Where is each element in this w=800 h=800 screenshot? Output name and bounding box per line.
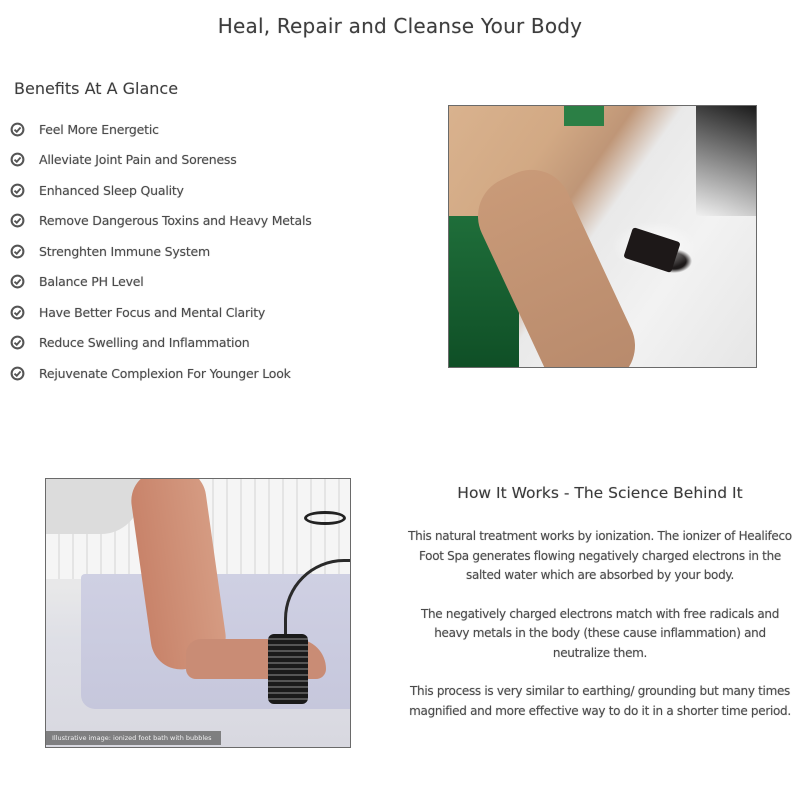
check-circle-icon: [10, 183, 25, 198]
benefit-item: [10, 267, 312, 298]
benefit-item: [10, 358, 312, 389]
photo-caption: Illustrative image: ionized foot bath with bubbles: [46, 731, 221, 745]
benefit-item: [10, 236, 312, 267]
benefits-heading: Benefits At A Glance: [14, 79, 179, 98]
page-title: Heal, Repair and Cleanse Your Body: [217, 14, 583, 38]
photo-background-dark: [696, 106, 756, 216]
check-circle-icon: [10, 274, 25, 289]
benefit-item: [10, 297, 312, 328]
check-circle-icon: [10, 122, 25, 137]
how-it-works-paragraph: The negatively charged electrons match with free radicals and heavy metals in the body (these cause inflammation) and neutralize them.: [420, 606, 780, 660]
benefit-list: [10, 114, 312, 389]
how-it-works-paragraph: This process is very similar to earthing/ grounding but many times magnified and more effective way to do it in a shorter time period.: [409, 684, 791, 718]
how-it-works-paragraph: This natural treatment works by ionization. The ionizer of Healifeco Foot Spa generates flowing negatively charged electrons in the salted water which are absorbed by your body.: [408, 529, 792, 582]
foot-bath-photo-bottom: [45, 478, 351, 748]
benefit-item: [10, 145, 312, 176]
how-it-works-heading: How It Works - The Science Behind It: [457, 484, 743, 502]
benefit-label: Reduce Swelling and Inflammation: [39, 335, 250, 351]
check-circle-icon: [10, 366, 25, 381]
benefit-label: Rejuvenate Complexion For Younger Look: [39, 365, 291, 381]
benefit-item: [10, 328, 312, 359]
check-circle-icon: [10, 213, 25, 228]
benefit-item: [10, 206, 312, 237]
check-circle-icon: [10, 244, 25, 259]
photo-ionizer-array: [268, 634, 308, 704]
benefit-label: Alleviate Joint Pain and Soreness: [39, 152, 237, 168]
benefit-label: Strenghten Immune System: [39, 243, 211, 259]
photo-background-green: [564, 106, 604, 126]
benefit-item: [10, 175, 312, 206]
benefit-label: Feel More Energetic: [39, 121, 159, 137]
benefit-label: Enhanced Sleep Quality: [39, 182, 184, 198]
benefit-item: [10, 114, 312, 145]
check-circle-icon: [10, 335, 25, 350]
photo-ionizer-device: [623, 227, 680, 273]
benefit-label: Remove Dangerous Toxins and Heavy Metals: [39, 213, 312, 229]
check-circle-icon: [10, 152, 25, 167]
check-circle-icon: [10, 305, 25, 320]
benefit-label: Balance PH Level: [39, 274, 144, 290]
photo-cable-coil: [304, 511, 346, 525]
foot-spa-photo-top: [448, 105, 757, 368]
benefit-label: Have Better Focus and Mental Clarity: [39, 304, 266, 320]
how-it-works-body: [405, 527, 795, 740]
